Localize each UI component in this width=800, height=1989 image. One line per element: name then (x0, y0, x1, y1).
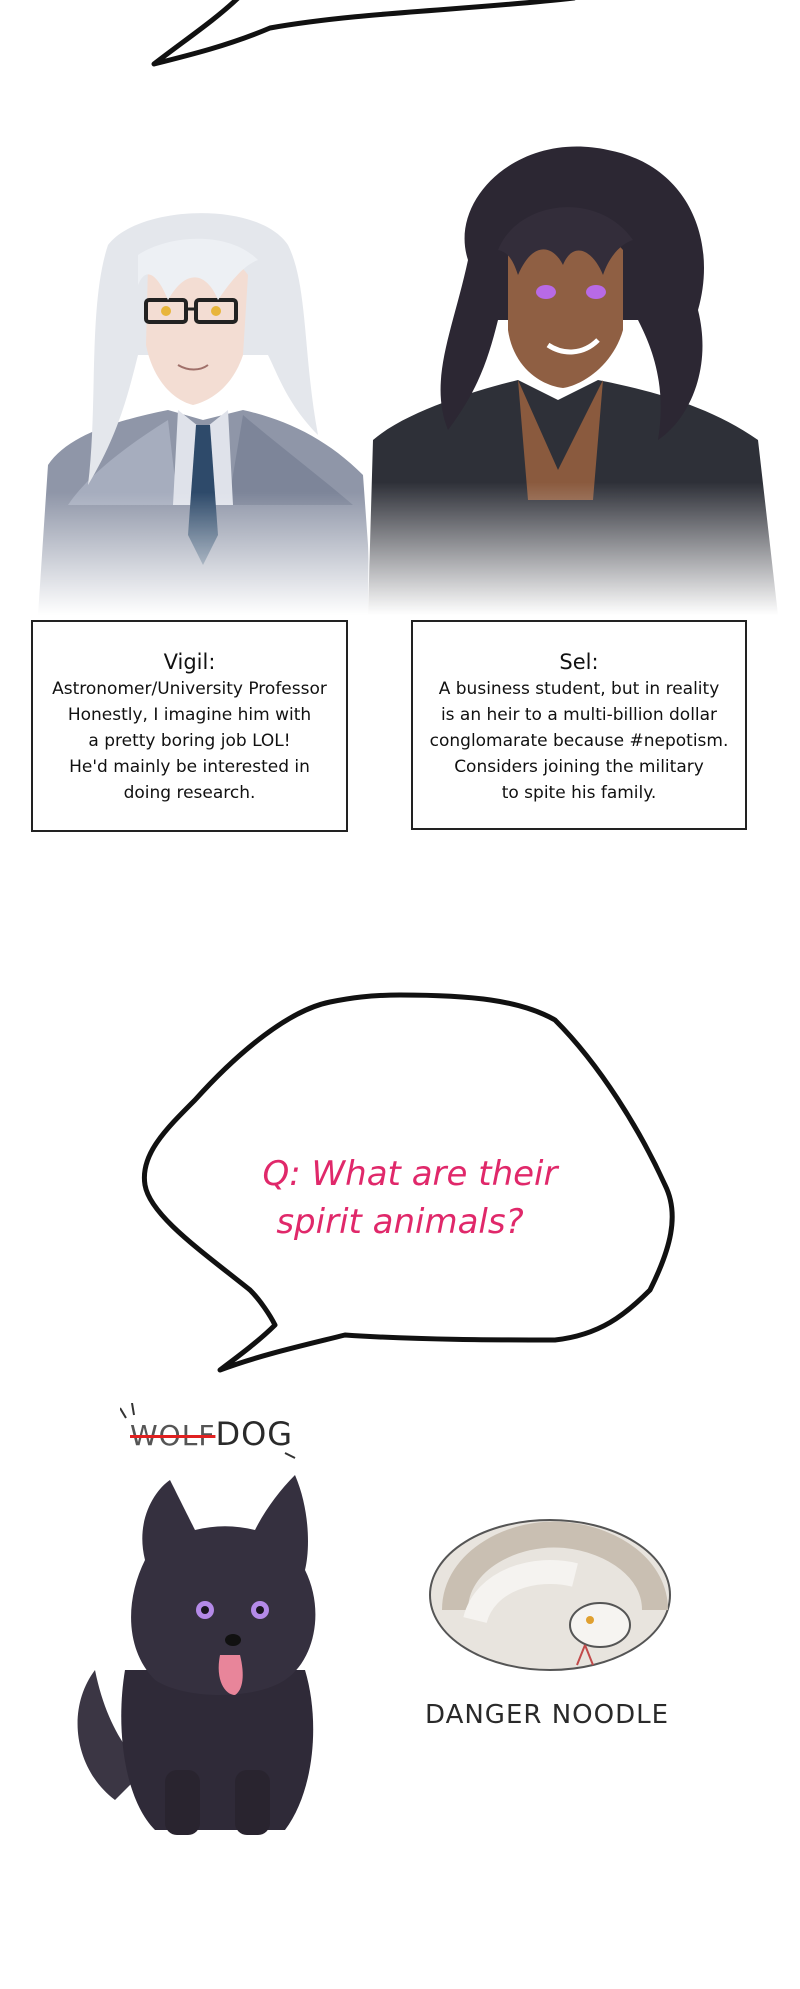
snake-label: DANGER NOODLE (425, 1700, 670, 1730)
wolf-dog-label (130, 1415, 293, 1453)
sel-line-1: A business student, but in reality (438, 679, 720, 699)
sel-line-3: conglomarate because #nepotism. (429, 731, 729, 751)
sel-portrait (368, 140, 780, 615)
sel-line-4: Considers joining the military (454, 757, 704, 777)
sel-name: Sel: (559, 650, 599, 674)
question-line-2: spirit animals? (276, 1202, 524, 1242)
top-speech-bubble-tail (0, 0, 800, 80)
dog-text: DOG (215, 1415, 294, 1453)
emphasis-marks-icon (120, 1403, 420, 1463)
vigil-info-card (31, 620, 348, 832)
vigil-line-5: doing research. (123, 783, 256, 803)
vigil-name: Vigil: (163, 650, 216, 674)
vigil-line-4: He'd mainly be interested in (69, 757, 310, 777)
wolf-dog-illustration (55, 1470, 355, 1850)
question-line-1: Q: What are their (262, 1154, 558, 1194)
sel-info-card (411, 620, 747, 830)
vigil-portrait (28, 205, 373, 615)
vigil-line-2: Honestly, I imagine him with (67, 705, 312, 725)
snake-illustration (415, 1500, 685, 1700)
vigil-line-1: Astronomer/University Professor (52, 679, 327, 699)
sel-line-2: is an heir to a multi-billion dollar (440, 705, 718, 725)
vigil-line-3: a pretty boring job LOL! (88, 731, 291, 751)
wolf-struck-text: WOLF (130, 1419, 216, 1452)
sel-line-5: to spite his family. (501, 783, 657, 803)
